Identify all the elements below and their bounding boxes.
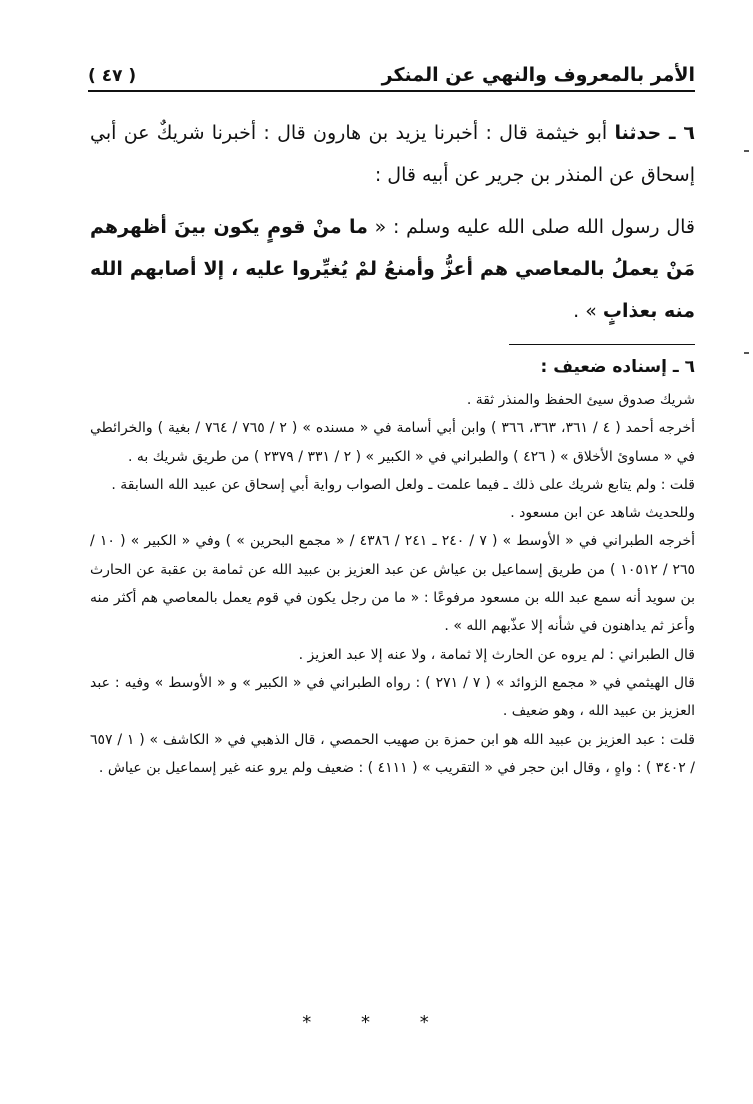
- end-ornament: * * *: [302, 1012, 451, 1033]
- footnote-line: شريك صدوق سيئ الحفظ والمنذر ثقة .: [466, 392, 695, 408]
- qawl-end: » .: [573, 300, 603, 322]
- footnote-line: قلت : ولم يتابع شريك على ذلك ـ فيما علمت ـ ولعل الصواب رواية أبي إسحاق عن عبيد الله السابقة .: [111, 476, 695, 493]
- running-header: [88, 56, 695, 92]
- hadith-text: [90, 112, 695, 332]
- isnad-text: أبو خيثمة قال : أخبرنا يزيد بن هارون قال : أخبرنا شريكٌ عن أبي إسحاق عن المنذر بن جرير عن أبيه قال :: [90, 122, 695, 186]
- page-number: ( ٤٧ ): [88, 66, 137, 86]
- book-title: الأمر بالمعروف والنهي عن المنكر: [381, 64, 695, 86]
- qawl-intro: قال رسول الله صلى الله عليه وسلم : «: [367, 216, 695, 238]
- footnotes: [90, 350, 695, 782]
- margin-mark: [744, 352, 749, 354]
- isnad: [90, 112, 695, 196]
- footnote-line: قال الطبراني : لم يروه عن الحارث إلا ثمامة ، ولا عنه إلا عبد العزيز .: [298, 646, 695, 663]
- footnote-line: أخرجه أحمد ( ٤ / ٣٦١، ٣٦٣، ٣٦٦ ) وابن أبي أسامة في « مسنده » ( ٢ / ٧٦٥ / ٧٦٤ / بغية ) والخرائطي في « مساوئ الأخلاق » ( ٤٢٦ ) والطبراني في « الكبير » ( ٢ / ٣٣١ / ٢٣٧٩ ) من طريق شريك به .: [90, 420, 695, 465]
- footnote-separator: [509, 344, 695, 345]
- hadith-number: ٦ ـ حدثنا: [614, 122, 696, 144]
- footnote-line: أخرجه الطبراني في « الأوسط » ( ٧ / ٢٤٠ ـ ٢٤١ / ٤٣٨٦ / « مجمع البحرين » ) وفي « الكبير » ( ١٠ / ٢٦٥ / ١٠٥١٢ ) من طريق إسماعيل بن عياش عن عبد العزيز بن عبيد الله عن ثمامة بن عقبة عن الحارث بن سويد أنه سمع عبد الله بن مسعود مرفوعًا : « ما من رجل يكون في قوم يعمل بالمعاصي هم أكثر منه وأعز ثم يداهنون في شأنه إلا عذّبهم الله » .: [90, 533, 695, 635]
- footnote-line: قلت : عبد العزيز بن عبيد الله هو ابن حمزة بن صهيب الحمصي ، قال الذهبي في « الكاشف » ( ١ / ٦٥٧ / ٣٤٠٢ ) : واهٍ ، وقال ابن حجر في « التقريب » ( ٤١١١ ) : ضعيف ولم يرو عنه غير إسماعيل بن عياش .: [90, 731, 695, 776]
- footnote-line: وللحديث شاهد عن ابن مسعود .: [510, 505, 695, 522]
- matn-text: ما منْ قومٍ يكون بينَ أظهرهم مَنْ يعملُ بالمعاصي هم أعزُّ وأمنعُ لمْ يُغيِّروا عليه ، إلا أصابهم الله منه بعذابٍ: [90, 216, 695, 322]
- matn-paragraph: [90, 206, 695, 332]
- footnote-line: قال الهيثمي في « مجمع الزوائد » ( ٧ / ٢٧١ ) : رواه الطبراني في « الكبير » و « الأوسط » وفيه : عبد العزيز بن عبيد الله ، وهو ضعيف .: [90, 674, 695, 720]
- footnote-heading: ٦ ـ إسناده ضعيف :: [540, 357, 695, 377]
- margin-mark: [744, 150, 749, 152]
